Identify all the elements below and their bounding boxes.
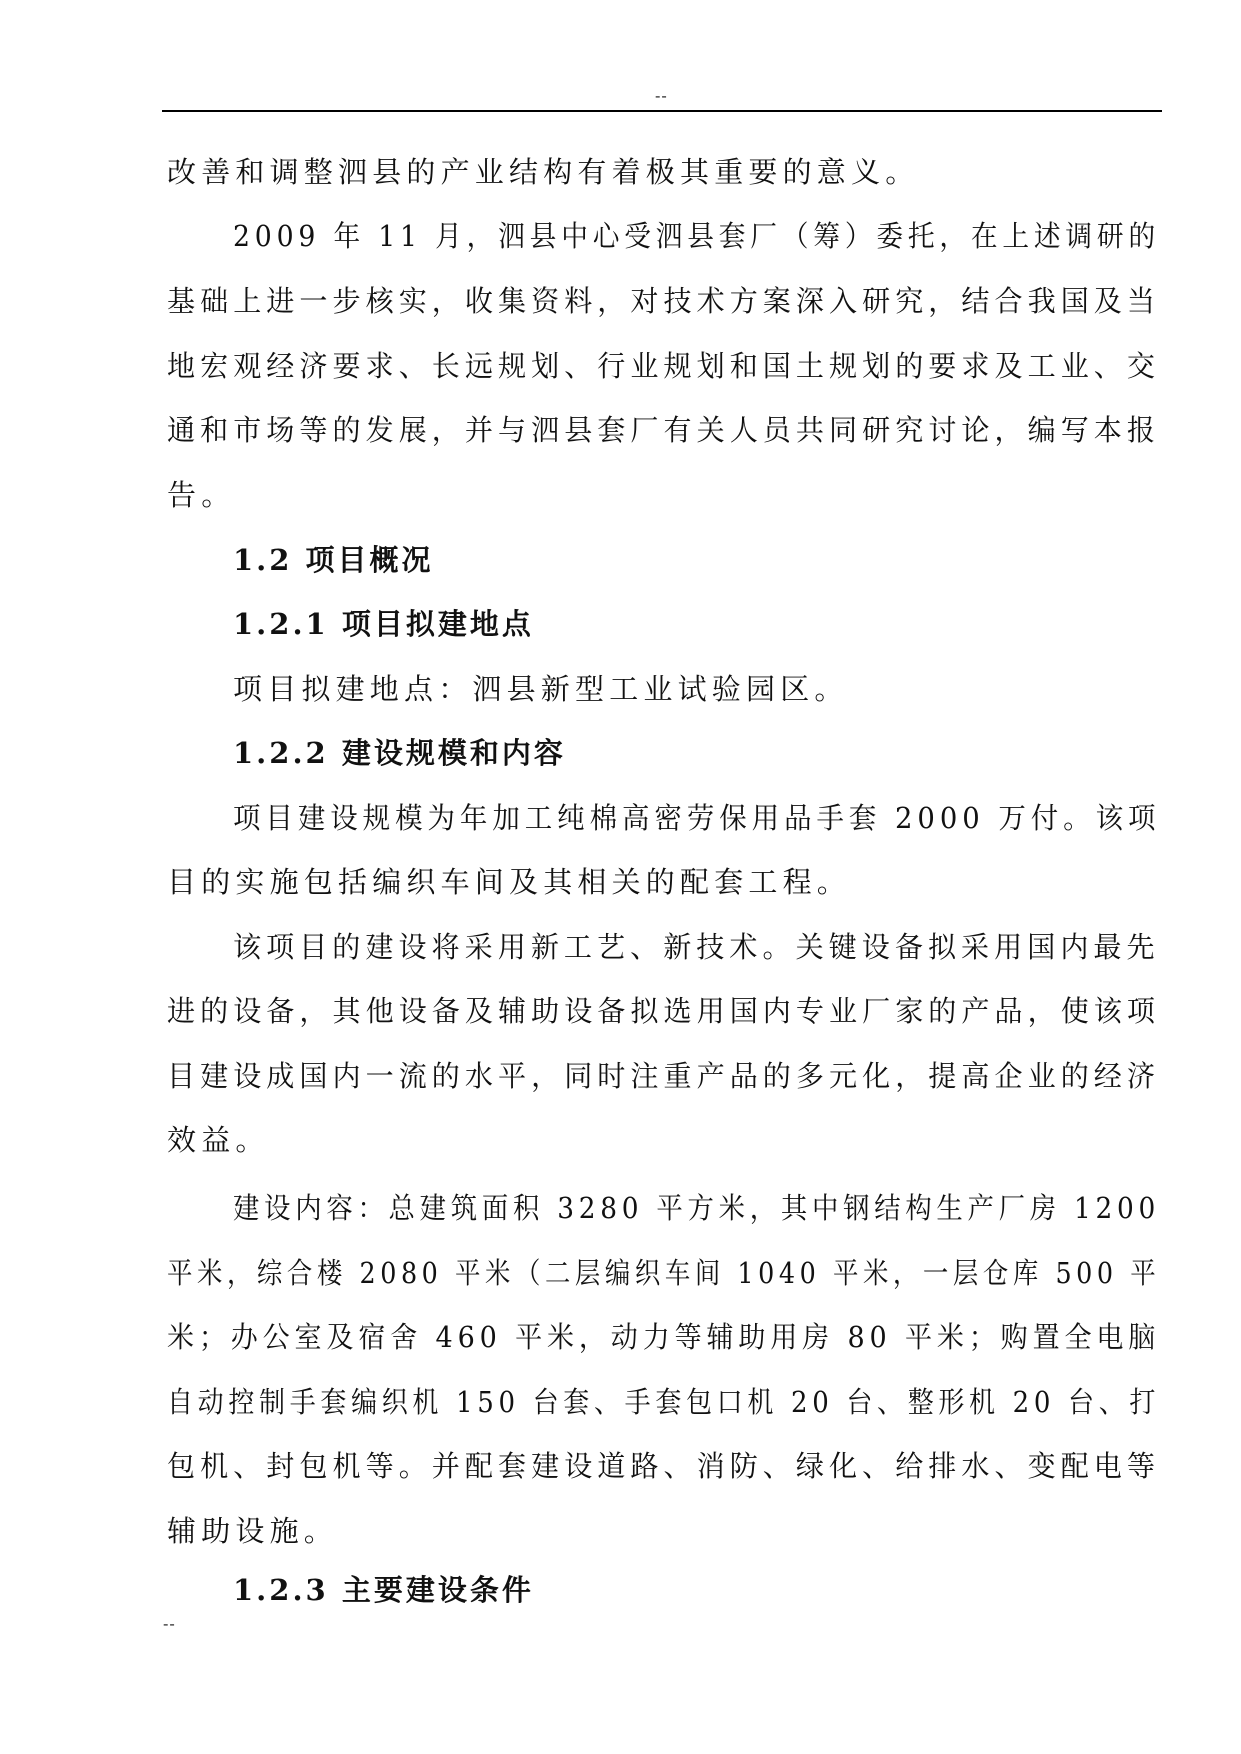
paragraph-line: 目建设成国内一流的水平，同时注重产品的多元化，提高企业的经济 bbox=[167, 1059, 1161, 1093]
section-heading-1-2: 1.2 项目概况 bbox=[233, 543, 434, 577]
footer-mark: -- bbox=[163, 1614, 176, 1633]
paragraph-line: 告。 bbox=[167, 478, 236, 512]
paragraph-line: 2009 年 11 月，泗县中心受泗县套厂（筹）委托，在上述调研的 bbox=[233, 219, 1160, 253]
paragraph-line: 项目建设规模为年加工纯棉高密劳保用品手套 2000 万付。该项 bbox=[233, 801, 1161, 835]
paragraph-line: 项目拟建地点：泗县新型工业试验园区。 bbox=[233, 672, 849, 706]
header-rule bbox=[162, 110, 1162, 112]
section-heading-1-2-3: 1.2.3 主要建设条件 bbox=[233, 1573, 534, 1607]
paragraph-line: 辅助设施。 bbox=[167, 1514, 339, 1548]
header-mark: -- bbox=[655, 86, 668, 105]
paragraph-line: 自动控制手套编织机 150 台套、手套包口机 20 台、整形机 20 台、打 bbox=[167, 1385, 1161, 1419]
paragraph-line: 地宏观经济要求、长远规划、行业规划和国土规划的要求及工业、交 bbox=[167, 349, 1161, 383]
paragraph-line: 米；办公室及宿舍 460 平米，动力等辅助用房 80 平米；购置全电脑 bbox=[167, 1320, 1161, 1354]
section-heading-1-2-1: 1.2.1 项目拟建地点 bbox=[233, 607, 534, 641]
paragraph-line: 目的实施包括编织车间及其相关的配套工程。 bbox=[167, 865, 852, 899]
paragraph-line: 基础上进一步核实，收集资料，对技术方案深入研究，结合我国及当 bbox=[167, 284, 1161, 318]
paragraph-line: 包机、封包机等。并配套建设道路、消防、绿化、给排水、变配电等 bbox=[167, 1449, 1161, 1483]
paragraph-line: 通和市场等的发展，并与泗县套厂有关人员共同研究讨论，编写本报 bbox=[167, 413, 1161, 447]
paragraph-line: 改善和调整泗县的产业结构有着极其重要的意义。 bbox=[167, 155, 920, 189]
paragraph-line: 该项目的建设将采用新工艺、新技术。关键设备拟采用国内最先 bbox=[233, 930, 1160, 964]
paragraph-line: 效益。 bbox=[167, 1123, 270, 1157]
paragraph-line: 平米，综合楼 2080 平米（二层编织车间 1040 平米，一层仓库 500 平 bbox=[167, 1256, 1161, 1290]
paragraph-line: 进的设备，其他设备及辅助设备拟选用国内专业厂家的产品，使该项 bbox=[167, 994, 1161, 1028]
section-heading-1-2-2: 1.2.2 建设规模和内容 bbox=[233, 736, 566, 770]
paragraph-line: 建设内容：总建筑面积 3280 平方米，其中钢结构生产厂房 1200 bbox=[233, 1191, 1161, 1225]
